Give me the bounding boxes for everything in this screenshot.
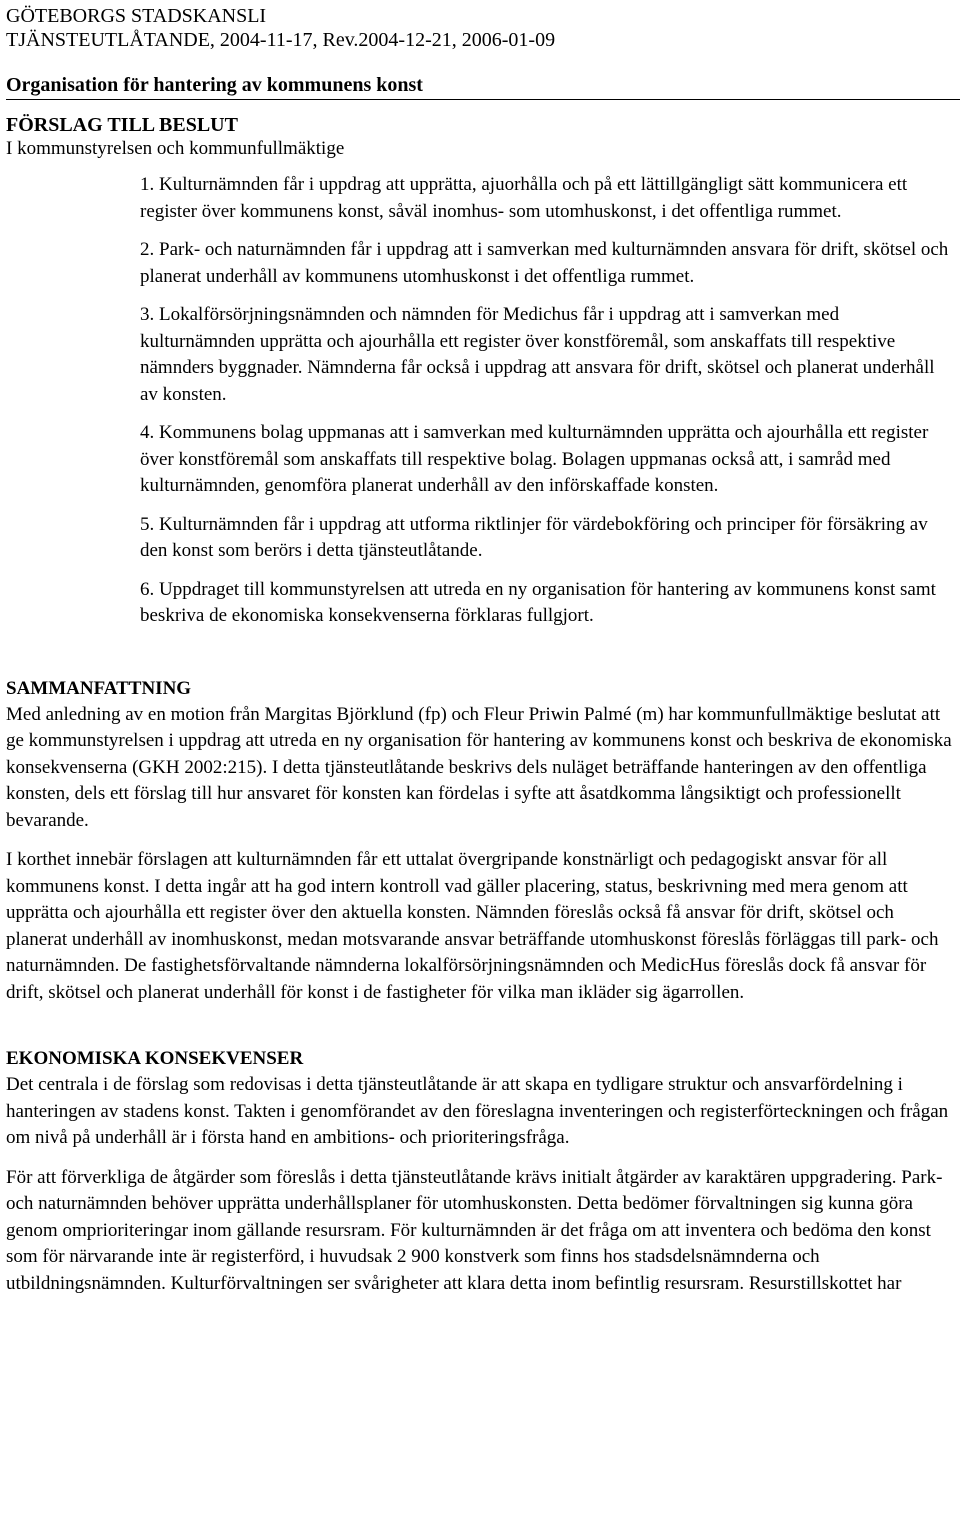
economics-heading: EKONOMISKA KONSEKVENSER [6, 1048, 304, 1069]
proposal-number: 2. [140, 239, 155, 260]
proposal-subheading: I kommunstyrelsen och kommunfullmäktige [6, 138, 345, 159]
proposal-item [140, 172, 956, 225]
proposal-heading: FÖRSLAG TILL BESLUT [6, 114, 238, 136]
proposal-text: Lokalförsörjningsnämnden och nämnden för Medichus får i uppdrag att i samverkan med kulturnämnden upprätta och ajourhålla ett register över konstföremål, som anskaffats till respektive nämnders byggnader. Nämnderna får också i uppdrag att ansvara för drift, skötsel och planerat underhåll av konsten. [140, 304, 935, 405]
proposal-list [6, 172, 956, 630]
document-page [6, 0, 956, 1310]
proposal-number: 4. [140, 422, 155, 443]
proposal-text: Uppdraget till kommunstyrelsen att utreda en ny organisation för hantering av kommunens konst samt beskriva de ekonomiska konsekvenserna förklaras fullgjort. [140, 578, 936, 626]
proposal-item [140, 420, 956, 500]
proposal-text: Park- och naturnämnden får i uppdrag att i samverkan med kulturnämnden ansvara för drift, skötsel och planerat underhåll av kommunens utomhuskonst i det offentliga rummet. [140, 239, 949, 287]
proposal-item [140, 512, 956, 565]
proposal-text: Kommunens bolag uppmanas att i samverkan med kulturnämnden upprätta och ajourhålla ett register över konstföremål som anskaffats till respektive bolag. Bolagen uppmanas också att, i samråd med kulturnämnden, genomföra planerat underhåll av den införskaffade konsten. [140, 422, 929, 496]
document-type-line: TJÄNSTEUTLÅTANDE, 2004-11-17, Rev.2004-12-21, 2006-01-09 [6, 29, 556, 51]
proposal-number: 6. [140, 578, 155, 600]
summary-section [6, 676, 956, 1007]
organization-name: GÖTEBORGS STADSKANSLI [6, 5, 267, 27]
proposal-text: Kulturnämnden får i uppdrag att utforma riktlinjer för värdebokföring och principer för försäkring av den konst som berörs i detta tjänsteutlåtande. [140, 513, 928, 561]
document-title: Organisation för hantering av kommunens konst [6, 73, 960, 100]
proposal-number: 5. [140, 513, 155, 535]
proposal-item [140, 577, 956, 630]
summary-paragraph: I korthet innebär förslagen att kulturnämnden får ett uttalat övergripande konstnärligt och pedagogiskt ansvar för all kommunens konst. I detta ingår att ha god intern kontroll vad gäller placering, status, beskrivning med mera genom att upprätta och ajourhålla ett register över den aktuella konsten. Nämnden föreslås också få ansvar för drift, skötsel och planerat underhåll av inomhuskonst, medan motsvarande ansvar beträffande utomhuskonst föreslås förläggas till park- och naturnämnden. De fastighetsförvaltande nämnderna lokalförsörjningsnämnden och MedicHus föreslås dock få ansvar för drift, skötsel och planerat underhåll för konst i de fastigheter för vilka man ikläder sig ägarrollen. [6, 849, 939, 1003]
proposal-number: 1. [140, 174, 155, 195]
proposal-item [140, 302, 956, 408]
proposal-number: 3. [140, 304, 155, 325]
economics-section [6, 1046, 956, 1297]
summary-paragraph: Med anledning av en motion från Margitas Björklund (fp) och Fleur Priwin Palmé (m) har kommunfullmäktige beslutat att ge kommunstyrelsen i uppdrag att utreda en ny organisation för hantering av kommunens konst och beskriva de ekonomiska konsekvenserna (GKH 2002:215). I detta tjänsteutlåtande beskrivs dels nuläget beträffande hanteringen av den offentliga konsten, dels ett förslag till hur ansvaret för konsten kan fördelas i syfte att åsatdkomma långsiktigt och professionellt bevarande. [6, 703, 952, 831]
proposal-text: Kulturnämnden får i uppdrag att upprätta, ajuorhålla och på ett lättillgängligt sätt kommunicera ett register över kommunens konst, såväl inomhus- som utomhuskonst, i det offentliga rummet. [140, 174, 908, 222]
summary-heading: SAMMANFATTNING [6, 677, 192, 699]
economics-paragraph: För att förverkliga de åtgärder som föreslås i detta tjänsteutlåtande krävs initialt åtgärder av karaktären uppgradering. Park- och naturnämnden behöver upprätta underhållsplaner för utomhuskonsten. Detta bedömer förvaltningen sig kunna göra genom omprioriteringar inom gällande resursram. För kulturnämnden är det fråga om att inventera och bedöma den konst som för närvarande inte är registerförd, i huvudsak 2 900 konstverk som finns hos stadsdelsnämnderna och utbildningsnämnden. Kulturförvaltningen ser svårigheter att klara detta inom befintlig resursram. Resurstillskottet har [6, 1166, 943, 1294]
economics-paragraph: Det centrala i de förslag som redovisas i detta tjänsteutlåtande är att skapa en tydligare struktur och ansvarfördelning i hanteringen av stadens konst. Takten i genomförandet av den föreslagna inventeringen och registerförteckningen och frågan om nivå på underhåll är i första hand en ambitions- och prioriteringsfråga. [6, 1074, 949, 1148]
proposal-item [140, 237, 956, 290]
